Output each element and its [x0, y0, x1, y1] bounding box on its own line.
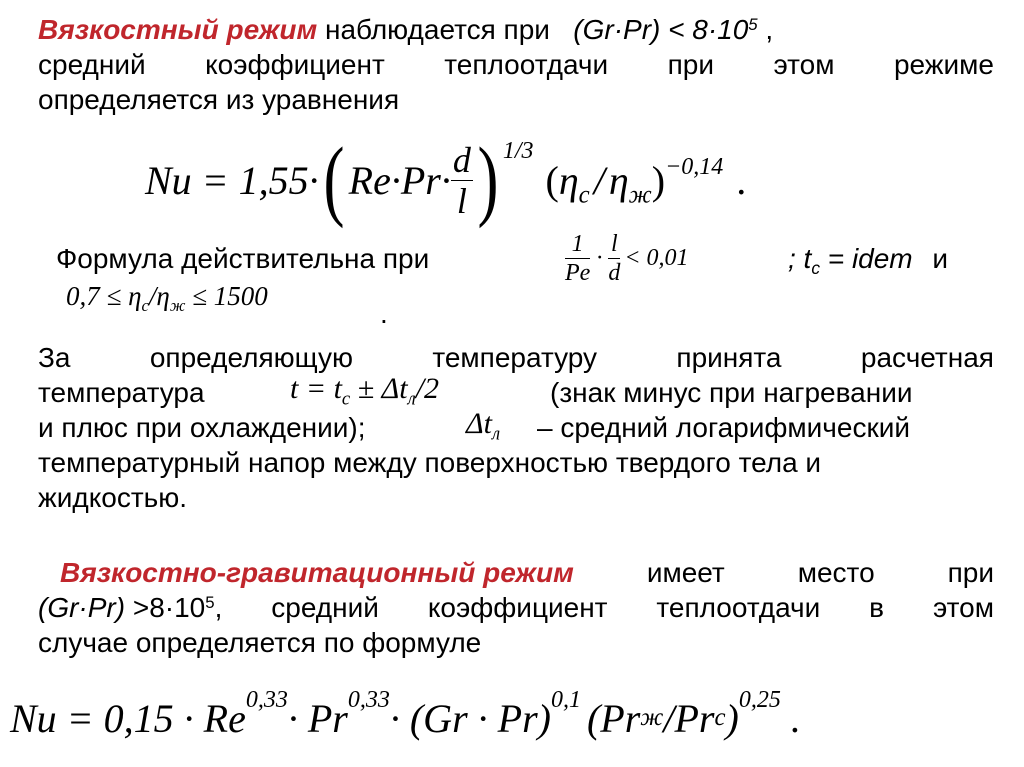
p1-line-1: Вязкостный режим наблюдается при $(Gr\cdot Pr) < 8\cdot 10^5$ , [38, 14, 774, 45]
word: температуру [432, 342, 598, 373]
word: режиме [893, 49, 994, 80]
word: при [667, 49, 714, 80]
eq1-power2: −0,14 [665, 154, 724, 180]
paragraph-viscous-gravitational [38, 555, 994, 660]
validity-tail: ; $t_c$ = idem и [788, 243, 949, 279]
delta-t-symbol: $\Delta t_л$ [466, 407, 501, 445]
p1-line-2 [38, 47, 994, 82]
p1-text: наблюдается при [325, 14, 550, 45]
word: принята [676, 342, 782, 373]
eq1-close-paren: ) [477, 130, 499, 229]
word: расчетная [860, 342, 994, 373]
p4-line-2 [38, 590, 994, 625]
validity-condition: $\frac{1}{Pe}$ · $\frac{l}{d}$ < 0,01 [565, 231, 689, 286]
p4-line-3: случае определяется по формуле [38, 627, 482, 658]
paragraph-temperature [38, 340, 994, 515]
fraction-l-d: $\frac{l}{d}$ [608, 231, 621, 286]
p3-line-3: и плюс при охлаждении); $\Delta t_л$ – средний логарифмический [38, 407, 910, 445]
design-temperature-formula: $t = t_c \pm \Delta t_л/2$ [290, 372, 440, 410]
p1-line-3: определяется из уравнения [38, 84, 400, 115]
eq1-eta-c: $\eta_с$ [558, 157, 590, 209]
eq1-eta-paren-close: ) [651, 157, 666, 203]
eq1-lhs: Nu = 1,55· [145, 157, 319, 203]
word: средний [271, 592, 379, 623]
p3-line-4: температурный напор между поверхностью твердого тела и [38, 447, 822, 478]
validity-end-dot: . [380, 298, 388, 329]
eq1-eta-paren-open: ( [545, 157, 559, 203]
validity-lead: Формула действительна при [56, 243, 430, 274]
word: в [869, 592, 885, 623]
word: коэффициент [427, 592, 608, 623]
eq1-power: 1/3 [502, 138, 534, 164]
word: теплоотдачи [444, 49, 609, 80]
viscosity-ratio-range: $0,7 \le \eta_с/\eta_ж \le 1500$ [66, 281, 268, 315]
equation-nu-viscous: Nu = 1,55· ( Re·Pr· $\frac{d}{l}$ ) 1/3 ( $\eta_с$ / $\eta_ж$ ) −0,14 . [145, 130, 748, 229]
p4-condition: $(Gr\cdot Pr) >8\cdot 10^5$, [38, 592, 223, 623]
equation-nu-viscous-gravitational: Nu = 0,15 · Re 0,33 · Pr 0,33 · (Gr · Pr) 0,1 (Pr ж /Pr c ) 0,25 . [10, 687, 801, 741]
p3-line-2: температура $t = t_c \pm \Delta t_л/2$ (знак минус при нагревании [38, 372, 913, 410]
eq1-fraction-d-l: $\frac{d}{l}$ [452, 139, 471, 221]
paragraph-viscous-regime [38, 12, 994, 117]
word: определяющую [149, 342, 353, 373]
eq1-eta-zh: $\eta_ж$ [608, 157, 652, 209]
word: этом [932, 592, 994, 623]
word: этом [773, 49, 835, 80]
word: теплоотдачи [656, 592, 821, 623]
eq1-open-paren: ( [323, 130, 345, 229]
p3-line-1 [38, 340, 994, 375]
p3-line-5: жидкостью. [38, 482, 188, 513]
fraction-1-pe: $\frac{1}{Pe}$ [565, 231, 591, 286]
p4-line-1: Вязкостно-гравитационный режим имеет место при [60, 557, 994, 588]
viscous-gravitational-heading: Вязкостно-гравитационный режим [60, 557, 574, 588]
eq1-re-pr: Re·Pr· [348, 157, 451, 203]
word: коэффициент [205, 49, 385, 80]
word: средний [38, 49, 146, 80]
word: За [38, 342, 71, 373]
p1-condition: $(Gr\cdot Pr) < 8\cdot 10^5$ [573, 14, 758, 45]
viscous-regime-heading: Вязкостный режим [38, 14, 318, 45]
